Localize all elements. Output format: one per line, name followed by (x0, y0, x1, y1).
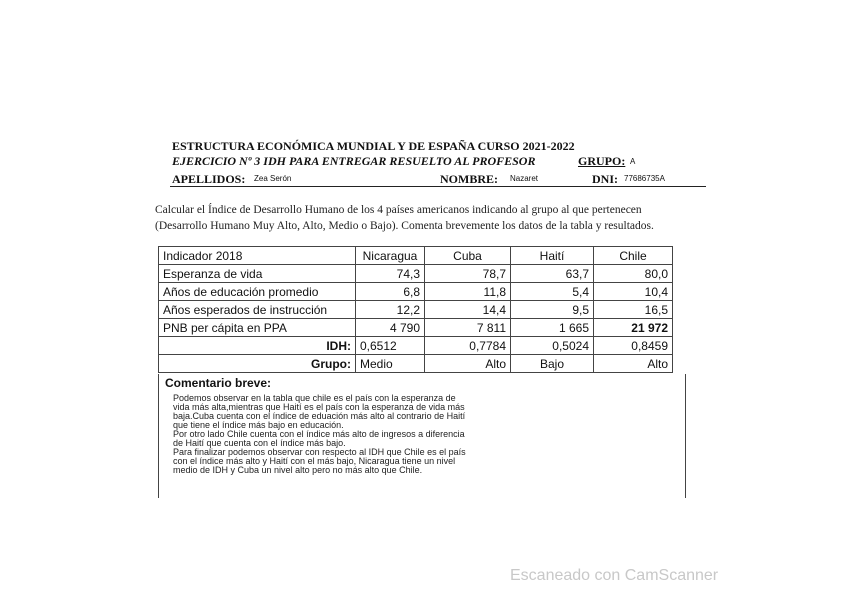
table-cell: 12,2 (356, 301, 425, 319)
table-cell: 10,4 (594, 283, 673, 301)
table-cell: 14,4 (425, 301, 511, 319)
instruction-line-1: Calcular el Índice de Desarrollo Humano de los 4 países americanos indicando al grupo al que pertenecen (155, 204, 642, 216)
comment-line: con el índice más alto y Haití con el más bajo, Nicaragua tiene un nivel (173, 456, 456, 466)
nombre-value: Nazaret (510, 174, 539, 183)
table-cell: 9,5 (511, 301, 594, 319)
nombre-label: NOMBRE: (440, 172, 498, 186)
comment-line: de Haití que cuenta con el índice más bajo. (173, 438, 346, 448)
comment-line: Podemos observar en la tabla que chile es el país con la esperanza de (173, 393, 456, 403)
row-label: Años de educación promedio (159, 283, 356, 301)
comment-title: Comentario breve: (165, 376, 272, 390)
apellidos-label: APELLIDOS: (172, 172, 246, 186)
table-cell: 5,4 (511, 283, 594, 301)
table-cell: 21 972 (594, 319, 673, 337)
dni-value: 77686735A (624, 174, 665, 183)
comment-box (158, 374, 686, 498)
idh-cell: 0,7784 (425, 337, 511, 355)
idh-cell: 0,5024 (511, 337, 594, 355)
row-label: Años esperados de instrucción (159, 301, 356, 319)
table-cell: 4 790 (356, 319, 425, 337)
comment-line: que tiene el índice más bajo en educación. (173, 420, 344, 430)
table-cell: 63,7 (511, 265, 594, 283)
comment-line: Por otro lado Chile cuenta con el índice más alto de ingresos a diferencia (173, 429, 465, 439)
comment-line: Para finalizar podemos observar con respecto al IDH que Chile es el país (173, 447, 466, 457)
table-cell: 80,0 (594, 265, 673, 283)
table-header-row (159, 247, 673, 265)
table-row (159, 265, 673, 283)
idh-cell: 0,6512 (356, 337, 425, 355)
table-row (159, 301, 673, 319)
comment-line: baja.Cuba cuenta con el índice de eduación más alto al contrario de Haití (173, 411, 466, 421)
table-cell: 6,8 (356, 283, 425, 301)
comment-line: medio de IDH y Cuba un nivel alto pero no más alto que Chile. (173, 465, 423, 475)
idh-table (158, 246, 673, 373)
grupo-cell: Bajo (511, 355, 594, 373)
table-row (159, 283, 673, 301)
table-cell: 7 811 (425, 319, 511, 337)
table-cell: 78,7 (425, 265, 511, 283)
dni-label: DNI: (592, 172, 618, 186)
row-label: Esperanza de vida (159, 265, 356, 283)
grupo-label: GRUPO: (578, 154, 626, 168)
grupo-row-label: Grupo: (159, 355, 356, 373)
table-cell: 1 665 (511, 319, 594, 337)
idh-label: IDH: (159, 337, 356, 355)
idh-row (159, 337, 673, 355)
grupo-cell: Alto (425, 355, 511, 373)
grupo-row (159, 355, 673, 373)
student-row (172, 172, 712, 186)
table-row (159, 319, 673, 337)
header-cell: Indicador 2018 (159, 247, 356, 265)
header-cell: Cuba (425, 247, 511, 265)
grupo-value: A (630, 157, 636, 166)
header-cell: Nicaragua (356, 247, 425, 265)
comment-body (173, 394, 466, 475)
idh-cell: 0,8459 (594, 337, 673, 355)
header-cell: Chile (594, 247, 673, 265)
row-label: PNB per cápita en PPA (159, 319, 356, 337)
table-cell: 16,5 (594, 301, 673, 319)
grupo-cell: Medio (356, 355, 425, 373)
apellidos-value: Zea Serón (254, 174, 292, 183)
comment-line: vida más alta,mientras que Haití es el país con la esperanza de vida más (173, 402, 465, 412)
table-cell: 11,8 (425, 283, 511, 301)
header-underline (170, 186, 706, 187)
exercise-title: EJERCICIO Nº 3 IDH PARA ENTREGAR RESUELTO AL PROFESOR (172, 154, 536, 168)
table-cell: 74,3 (356, 265, 425, 283)
header-cell: Haití (511, 247, 594, 265)
camscanner-watermark: Escaneado con CamScanner (510, 567, 719, 584)
header-title: ESTRUCTURA ECONÓMICA MUNDIAL Y DE ESPAÑA CURSO 2021-2022 (172, 139, 575, 153)
instruction-line-2: (Desarrollo Humano Muy Alto, Alto, Medio o Bajo). Comenta brevemente los datos de la tabla y resultados. (155, 220, 654, 232)
grupo-cell: Alto (594, 355, 673, 373)
